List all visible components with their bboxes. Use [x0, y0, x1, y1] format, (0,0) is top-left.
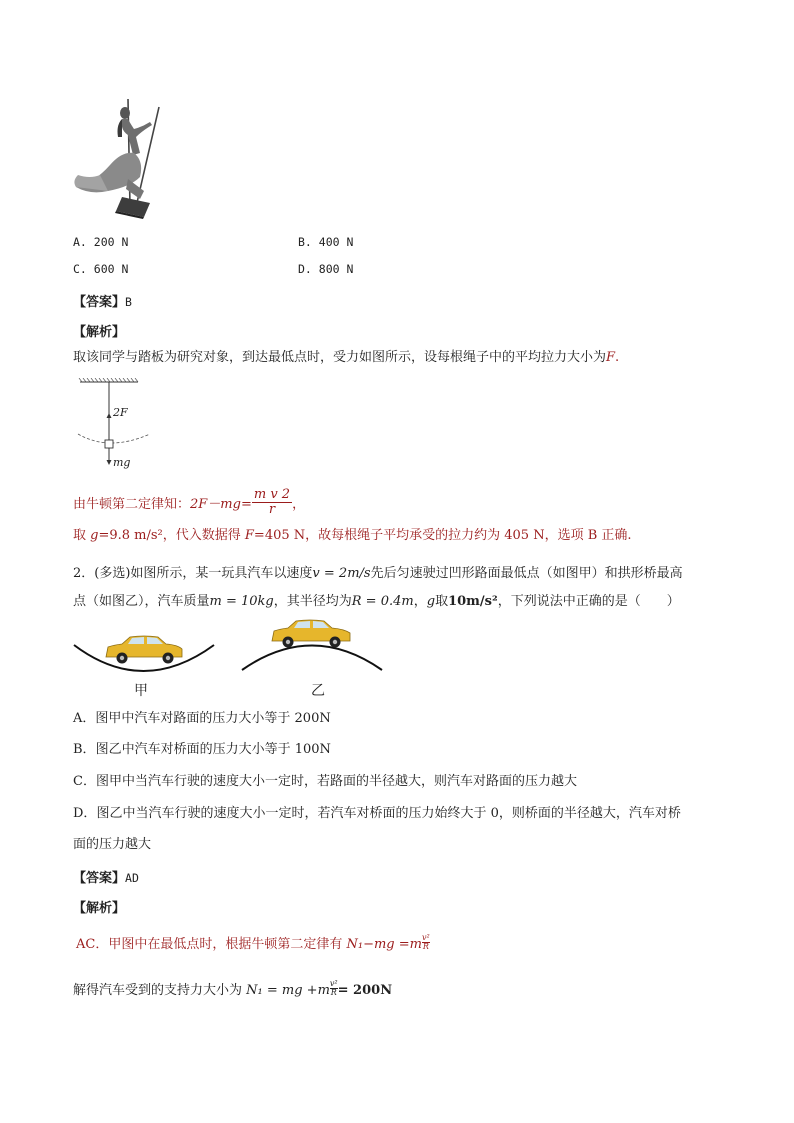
- newton-fraction: $\frac{\text{m v 2}}{r}$: [253, 487, 291, 517]
- q1-option-c: C. 600 N: [73, 262, 129, 276]
- ac-fraction: $\frac{\text{v²}}{R}$: [421, 933, 430, 951]
- q2-stem-line2: 点（如图乙），汽车质量m = 10kg，其半径均为R = 0.4m，g取10m/s²，下列说法中正确的是（ ）: [73, 594, 680, 609]
- q2-stem-line1: 2．(多选)如图所示，某一玩具汽车以速度v = 2m/s先后匀速驶过凹形路面最低点（如图甲）和拱形桥最高: [73, 566, 683, 581]
- car-road-figures: [70, 615, 390, 675]
- weight-label: mg: [113, 456, 131, 469]
- q1-option-b: B. 400 N: [298, 235, 354, 249]
- swing-girl-illustration: [70, 95, 170, 220]
- car-left: [106, 636, 182, 664]
- figure-label-yi: 乙: [311, 683, 325, 699]
- q1-analysis-intro: 取该同学与踏板为研究对象，到达最低点时，受力如图所示，设每根绳子中的平均拉力大小为F.: [73, 350, 620, 365]
- q2-answer: 【答案】AD: [73, 871, 139, 886]
- q2-ac-analysis: AC．甲图中在最低点时，根据牛顿第二定律有 N₁−mg =m $\frac{\text{v²}}{R}$: [76, 933, 430, 952]
- car-right: [272, 620, 350, 648]
- q2-solve-line: 解得汽车受到的支持力大小为 N₁ = mg +m $\frac{\text{v²}}{R}$ = 200N: [73, 979, 393, 998]
- q2-option-c: C．图甲中当汽车行驶的速度大小一定时，若路面的半径越大，则汽车对路面的压力越大: [73, 774, 577, 789]
- q2-option-d-continued: 面的压力越大: [73, 837, 152, 852]
- q1-calculation: 取 g=9.8 m/s²，代入数据得 F=405 N，故每根绳子平均承受的拉力约为 405 N，选项 B 正确.: [73, 528, 632, 543]
- solve-fraction: $\frac{\text{v²}}{R}$: [329, 979, 338, 997]
- figure-label-jia: 甲: [134, 683, 148, 699]
- q1-option-d: D. 800 N: [298, 262, 354, 276]
- tension-label: 2F: [113, 406, 128, 419]
- newton-equation: 由牛顿第二定律知：2F－mg= $\frac{\text{m v 2}}{r}$ ，: [73, 487, 306, 517]
- q2-option-d: D．图乙中当汽车行驶的速度大小一定时，若汽车对桥面的压力始终大于 0，则桥面的半径越大，汽车对桥: [73, 806, 681, 821]
- q1-answer: 【答案】B: [73, 295, 132, 310]
- q2-analysis-label: 【解析】: [73, 901, 126, 916]
- q2-option-b: B．图乙中汽车对桥面的压力大小等于 100N: [73, 742, 331, 757]
- q2-option-a: A．图甲中汽车对路面的压力大小等于 200N: [73, 711, 331, 726]
- q1-option-a: A. 200 N: [73, 235, 129, 249]
- q1-analysis-label: 【解析】: [73, 325, 126, 340]
